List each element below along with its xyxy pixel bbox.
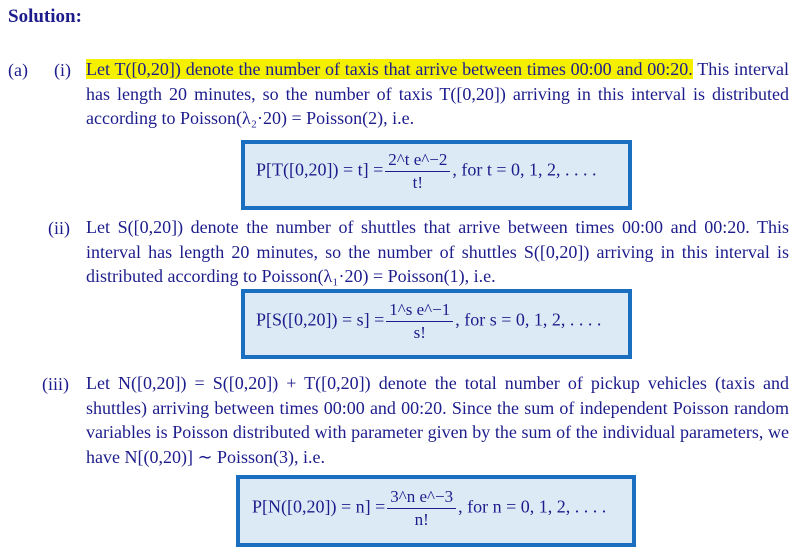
formula-total: [252, 487, 606, 530]
item-i-rest: This interval has length 20 minutes, so the number of taxis T([0,20]) arriving in this interval is distributed according to Poisson(λ₂·20) = Poisson(2), i.e.: [86, 59, 789, 128]
formula-taxis: [256, 150, 596, 193]
formula-shuttles-lhs: P[S([0,20]) = s] =: [256, 309, 385, 330]
formula-total-denominator: n!: [414, 510, 429, 529]
formula-shuttles-numerator: 1^s e^−1: [386, 300, 453, 322]
formula-total-numerator: 3^n e^−3: [387, 487, 456, 509]
formula-taxis-fraction: [385, 150, 450, 193]
part-a-label: (a): [8, 60, 28, 80]
formula-shuttles: [256, 300, 601, 343]
formula-total-fraction: [387, 487, 456, 530]
formula-shuttles-tail: , for s = 0, 1, 2, . . . .: [455, 309, 602, 330]
item-i-paragraph: [86, 57, 789, 131]
item-ii-label: (ii): [48, 218, 70, 238]
formula-taxis-denominator: t!: [412, 173, 423, 192]
item-i-label: (i): [54, 60, 71, 80]
formula-shuttles-fraction: [386, 300, 453, 343]
formula-shuttles-denominator: s!: [413, 323, 426, 342]
formula-total-lhs: P[N([0,20]) = n] =: [252, 496, 386, 517]
solution-heading: Solution:: [8, 6, 82, 27]
formula-taxis-numerator: 2^t e^−2: [385, 150, 450, 172]
formula-taxis-tail: , for t = 0, 1, 2, . . . .: [452, 159, 597, 180]
item-ii-paragraph: Let S([0,20]) denote the number of shuttles that arrive between times 00:00 and 00:20. This interval has length 20 minutes, so the number of shuttles S([0,20]) arriving in this interval is distributed according to Poisson(λ₁·20) = Poisson(1), i.e.: [86, 217, 789, 286]
item-iii-paragraph: Let N([0,20]) = S([0,20]) + T([0,20]) denote the total number of pickup vehicles (taxis and shuttles) arriving between times 00:00 and 00:20. Since the sum of independent Poisson random variables is Poisson distributed with parameter given by the sum of the individual parameters, we have N[(0,20)] ∼ Poisson(3), i.e.: [86, 373, 789, 467]
item-i-highlight: Let T([0,20]) denote the number of taxis that arrive between times 00:00 and 00:20.: [86, 59, 693, 79]
formula-taxis-lhs: P[T([0,20]) = t] =: [256, 159, 384, 180]
formula-total-tail: , for n = 0, 1, 2, . . . .: [458, 496, 607, 517]
item-iii-label: (iii): [42, 374, 69, 394]
